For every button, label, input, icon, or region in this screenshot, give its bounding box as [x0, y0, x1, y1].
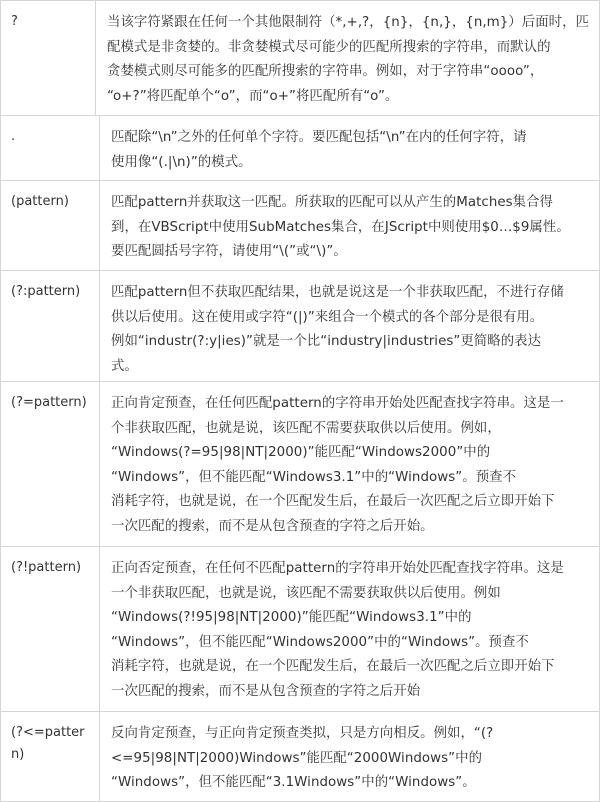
description-line: 一次匹配的搜索，而不是从包含预查的字符之后开始。 — [111, 518, 434, 534]
table-row — [0, 712, 600, 802]
pattern-cell: . — [0, 116, 100, 180]
table-row — [0, 116, 600, 181]
description-line: 使用像“(.|\n)”的模式。 — [111, 154, 252, 170]
description-line: 正向肯定预查，在任何匹配pattern的字符串开始处匹配查找字符串。这是一 — [111, 396, 564, 411]
description-cell — [100, 547, 600, 711]
pattern-cell: (?=pattern) — [0, 382, 100, 546]
table-row — [0, 271, 600, 382]
description-line: 配模式是非贪婪的。非贪婪模式尽可能少的匹配所搜索的字符串，而默认的 — [107, 39, 551, 55]
description-line: 当该字符紧跟在任何一个其他限制符（*,+,?，{n}，{n,}，{n,m}）后面时，匹 — [107, 15, 589, 30]
description-line: “Windows”，但不能匹配“Windows2000”中的“Windows”。预查不 — [111, 634, 529, 650]
description-line: 正向否定预查，在任何不匹配pattern的字符串开始处匹配查找字符串。这是 — [111, 561, 564, 576]
table-row — [0, 382, 600, 547]
description-line: 要匹配圆括号字符，请使用“\(”或“\)”。 — [111, 244, 347, 259]
description-line: “Windows(?=95|98|NT|2000)”能匹配“Windows2000”中的 — [111, 445, 491, 460]
description-line: 例如“industr(?:y|ies)”就是一个比“industry|industries”更简略的表达 — [111, 334, 542, 349]
pattern-cell: (?<=pattern) — [0, 712, 100, 801]
description-cell — [100, 382, 600, 546]
description-cell — [100, 712, 600, 801]
description-line: <=95|98|NT|2000)Windows”能匹配“2000Windows”中的 — [111, 750, 483, 766]
description-line: 消耗字符，也就是说，在一个匹配发生后，在最后一次匹配之后立即开始下 — [111, 494, 555, 509]
description-line: 消耗字符，也就是说，在一个匹配发生后，在最后一次匹配之后立即开始下 — [111, 659, 555, 674]
description-line: 匹配除“\n”之外的任何单个字符。要匹配包括“\n”在内的任何字符，请 — [111, 130, 527, 145]
description-line: 匹配pattern并获取这一匹配。所获取的匹配可以从产生的Matches集合得 — [111, 195, 553, 210]
pattern-cell: (?:pattern) — [0, 271, 100, 381]
description-line: 到，在VBScript中使用SubMatches集合，在JScript中则使用$0…$9属性。 — [111, 219, 570, 235]
table-row — [0, 547, 600, 712]
description-cell — [96, 1, 600, 115]
description-line: 个非获取匹配，也就是说，该匹配不需要获取供以后使用。例如， — [111, 420, 501, 436]
pattern-cell: ? — [0, 1, 96, 115]
description-line: 匹配pattern但不获取匹配结果，也就是说这是一个非获取匹配，不进行存储 — [111, 285, 564, 300]
table-row — [0, 181, 600, 271]
description-line: 供以后使用。这在使用或字符“(|)”来组合一个模式的各个部分是很有用。 — [111, 309, 544, 325]
description-line: “Windows”，但不能匹配“3.1Windows”中的“Windows”。 — [111, 775, 476, 790]
description-line: 一个非获取匹配，也就是说，该匹配不需要获取供以后使用。例如 — [111, 585, 501, 601]
description-line: 反向肯定预查，与正向肯定预查类拟，只是方向相反。例如，“(? — [111, 726, 494, 741]
pattern-cell: (?!pattern) — [0, 547, 100, 711]
description-cell — [100, 116, 600, 180]
description-cell — [100, 181, 600, 270]
description-line: “Windows”，但不能匹配“Windows3.1”中的“Windows”。预查不 — [111, 469, 517, 485]
pattern-cell: (pattern) — [0, 181, 100, 270]
description-line: “o+?”将匹配单个“o”，而“o+”将匹配所有“o”。 — [107, 88, 399, 104]
description-line: 式。 — [111, 358, 138, 374]
description-line: 一次匹配的搜索，而不是从包含预查的字符之后开始 — [111, 683, 421, 699]
description-line: 贪婪模式则尽可能多的匹配所搜索的字符串。例如，对于字符串“oooo”， — [107, 64, 544, 79]
description-line: “Windows(?!95|98|NT|2000)”能匹配“Windows3.1”中的 — [111, 610, 472, 625]
description-cell — [100, 271, 600, 381]
table-row — [0, 1, 600, 116]
